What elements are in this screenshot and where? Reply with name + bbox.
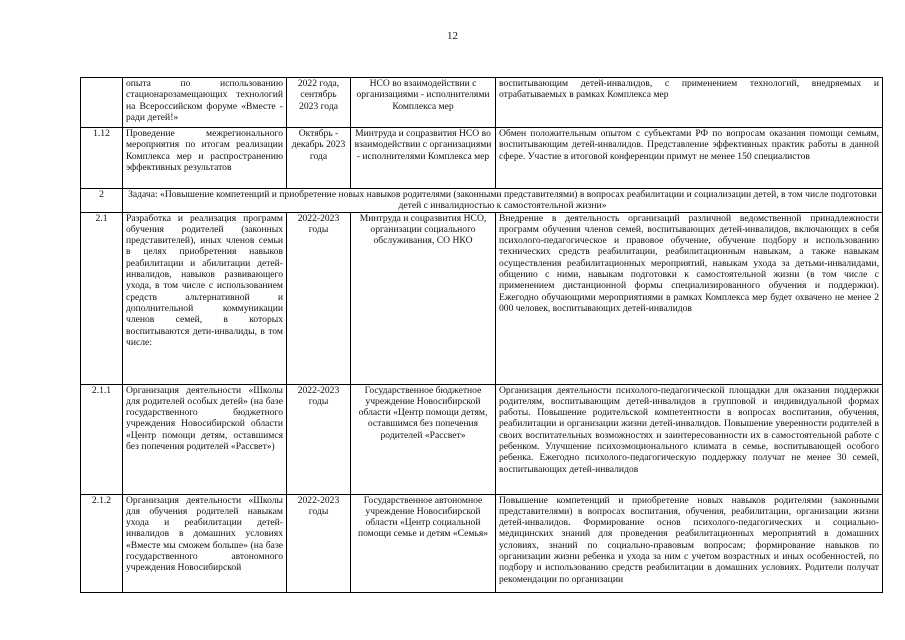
executors-cell: Государственное бюджетное учреждение Новосибирской области «Центр помощи детям, оставшимся без попечения родителей «Рассвет»: [351, 384, 496, 494]
table-row: [81, 212, 883, 384]
measures-table: [80, 77, 883, 593]
result-cell: Внедрение в деятельность организаций различной ведомственной принадлежности программ обучения членов семей, воспитывающих детей-инвалидов, включающих в себя психолого-педагогическое и правовое обучение, обучение подбору и использованию технических средств реабилитации, реабилитационным навыкам, а также навыкам осуществления реабилитационных мероприятий, навыкам ухода за детьми-инвалидами, общению с ними, навыкам подготовки к самостоятельной жизни (в том числе с применением дистанционной формы специализированного обучения и поддержки). Ежегодно обучающими мероприятиями в рамках Комплекса мер будет охвачено не менее 2 000 человек, воспитывающих детей-инвалидов: [496, 212, 883, 384]
activity-cell: опыта по использованию стационарозамещающих технологий на Всероссийском форуме «Вместе - ради детей!»: [123, 78, 287, 128]
executors-cell: НСО во взаимодействии с организациями - исполнителями Комплекса мер: [351, 78, 496, 128]
section-number: 2: [81, 189, 123, 213]
table-row: [81, 78, 883, 128]
executors-cell: Минтруда и соцразвития НСО, организации социального обслуживания, СО НКО: [351, 212, 496, 384]
result-cell: воспитывающим детей-инвалидов, с применением технологий, внедряемых и отрабатываемых в рамках Комплекса мер: [496, 78, 883, 128]
dates-cell: 2022-2023 годы: [287, 494, 351, 592]
dates-cell: 2022-2023 годы: [287, 384, 351, 494]
section-row: [81, 189, 883, 213]
result-cell: Повышение компетенций и приобретение новых навыков родителями (законными представителями) в вопросах воспитания, обучения, реабилитации, организации жизни детей-инвалидов. Формирование основ психолого-педагогических и социально-медицинских знаний для проведения реабилитационных мероприятий в домашних условиях, знаний по социально-правовым вопросам; формирование навыков по организации жизни ребенка и ухода за ним с учетом возрастных и иных особенностей, по подбору и использованию средств реабилитации в домашних условиях. Родители получат рекомендации по организации: [496, 494, 883, 592]
result-cell: Обмен положительным опытом с субъектами РФ по вопросам оказания помощи семьям, воспитывающим детей-инвалидов. Представление эффективных практик работы в данной сфере. Участие в итоговой конференции примут не менее 150 специалистов: [496, 128, 883, 189]
table-row: [81, 384, 883, 494]
row-number: [81, 78, 123, 128]
activity-cell: Организация деятельности «Школы для обучения родителей навыкам ухода и реабилитации детей-инвалидов в домашних условиях «Вместе мы сможем больше» (на базе государственного автономного учреждения Новосибирской: [123, 494, 287, 592]
activity-cell: Разработка и реализация программ обучения родителей (законных представителей), иных членов семьи в целях приобретения навыков реабилитации и абилитации детей-инвалидов, навыков развивающего ухода, в том числе с использованием средств альтернативной и дополнительной коммуникации членов семей, в которых воспитываются дети-инвалиды, в том числе:: [123, 212, 287, 384]
dates-cell: 2022 года, сентябрь 2023 года: [287, 78, 351, 128]
table-row: [81, 494, 883, 592]
row-number: 2.1.2: [81, 494, 123, 592]
activity-cell: Организация деятельности «Школы для родителей особых детей» (на базе государственного бюджетного учреждения Новосибирской области «Центр помощи детям, оставшимся без попечения родителей «Рассвет»): [123, 384, 287, 494]
section-title: Задача: «Повышение компетенций и приобретение новых навыков родителями (законными представителями) в вопросах реабилитации и социализации детей, в том числе подготовки детей с инвалидностью к самостоятельной жизни»: [123, 189, 883, 213]
dates-cell: Октябрь - декабрь 2023 года: [287, 128, 351, 189]
row-number: 2.1.1: [81, 384, 123, 494]
table-row: [81, 128, 883, 189]
row-number: 2.1: [81, 212, 123, 384]
activity-cell: Проведение межрегионального мероприятия по итогам реализации Комплекса мер и распространению эффективных результатов: [123, 128, 287, 189]
page-number: 12: [447, 30, 458, 42]
executors-cell: Минтруда и соцразвития НСО во взаимодействии с организациями - исполнителями Комплекса мер: [351, 128, 496, 189]
dates-cell: 2022-2023 годы: [287, 212, 351, 384]
executors-cell: Государственное автономное учреждение Новосибирской области «Центр социальной помощи семье и детям «Семья»: [351, 494, 496, 592]
result-cell: Организация деятельности психолого-педагогической площадки для оказания поддержки родителям, воспитывающим детей-инвалидов в групповой и индивидуальной формах работы. Повышение родительской компетентности в вопросах воспитания, обучения, реабилитации и организации жизни детей-инвалидов. Повышение уверенности родителей в своих воспитательных возможностях и заинтересованности их в самостоятельной работе с ребенком. Улучшение психоэмоционального климата в семье, воспитывающей особого ребенка. Ежегодно психолого-педагогическую поддержку получат не менее 30 семей, воспитывающих детей-инвалидов: [496, 384, 883, 494]
row-number: 1.12: [81, 128, 123, 189]
